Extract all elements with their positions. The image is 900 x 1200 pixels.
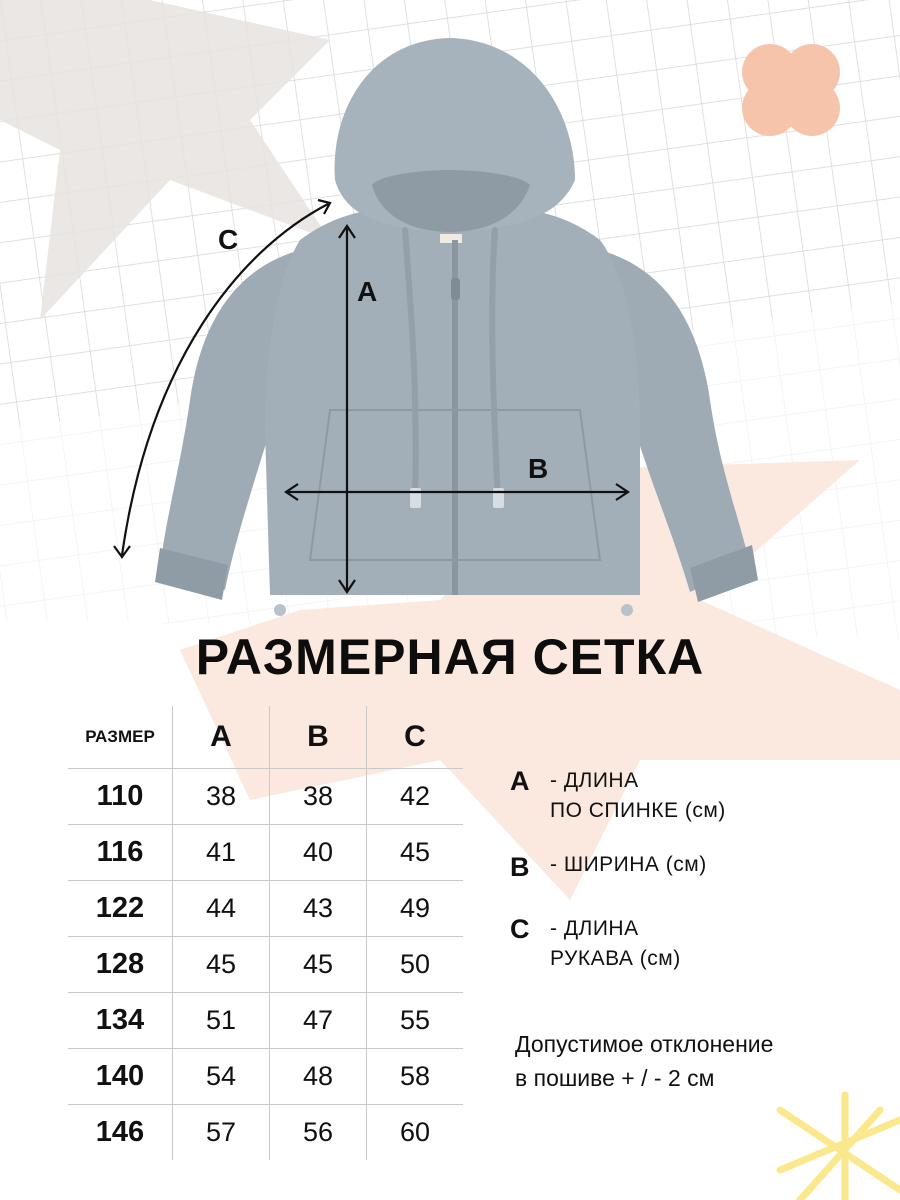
value-cell-b: 40 xyxy=(270,825,367,881)
diagram-label-a: A xyxy=(357,276,378,307)
legend-a-line2: ПО СПИНКЕ (см) xyxy=(550,799,726,822)
page-title: РАЗМЕРНАЯ СЕТКА xyxy=(195,629,705,685)
table-row xyxy=(68,825,463,881)
table-row xyxy=(68,881,463,937)
value-cell-c: 55 xyxy=(367,993,464,1049)
value-cell-a: 38 xyxy=(173,769,270,825)
value-cell-c: 60 xyxy=(367,1105,464,1161)
yellow-burst-icon xyxy=(780,1095,900,1200)
value-cell-c: 45 xyxy=(367,825,464,881)
legend-a-line1: - ДЛИНА xyxy=(550,769,639,792)
tolerance-note-line1: Допустимое отклонение xyxy=(515,1031,774,1057)
value-cell-a: 51 xyxy=(173,993,270,1049)
header-a: A xyxy=(173,706,270,769)
size-cell: 140 xyxy=(68,1049,173,1105)
size-table xyxy=(68,706,463,1160)
table-header-row xyxy=(68,706,463,769)
diagram-label-b: B xyxy=(528,453,549,484)
legend-text-c xyxy=(550,914,681,974)
value-cell-c: 58 xyxy=(367,1049,464,1105)
size-cell: 134 xyxy=(68,993,173,1049)
table-row xyxy=(68,1105,463,1161)
legend-text-a xyxy=(550,766,726,826)
header-c: C xyxy=(367,706,464,769)
value-cell-a: 41 xyxy=(173,825,270,881)
header-b: B xyxy=(270,706,367,769)
value-cell-a: 44 xyxy=(173,881,270,937)
tolerance-note-line2: в пошиве + / - 2 см xyxy=(515,1065,715,1091)
value-cell-b: 48 xyxy=(270,1049,367,1105)
table-row xyxy=(68,769,463,825)
flower-icon xyxy=(742,44,840,136)
size-cell: 146 xyxy=(68,1105,173,1161)
size-cell: 116 xyxy=(68,825,173,881)
value-cell-b: 43 xyxy=(270,881,367,937)
value-cell-a: 45 xyxy=(173,937,270,993)
legend-letter-b: B xyxy=(510,852,530,882)
size-cell: 122 xyxy=(68,881,173,937)
value-cell-c: 42 xyxy=(367,769,464,825)
value-cell-b: 56 xyxy=(270,1105,367,1161)
value-cell-c: 50 xyxy=(367,937,464,993)
size-cell: 110 xyxy=(68,769,173,825)
value-cell-b: 38 xyxy=(270,769,367,825)
legend-c-line2: РУКАВА (см) xyxy=(550,947,681,970)
table-row xyxy=(68,993,463,1049)
value-cell-a: 57 xyxy=(173,1105,270,1161)
legend-letter-a: A xyxy=(510,766,530,796)
tolerance-note xyxy=(515,1027,875,1095)
table-row xyxy=(68,937,463,993)
legend-text-b xyxy=(550,850,707,880)
header-size: РАЗМЕР xyxy=(85,727,155,746)
value-cell-b: 45 xyxy=(270,937,367,993)
value-cell-b: 47 xyxy=(270,993,367,1049)
legend-letter-c: C xyxy=(510,914,530,944)
diagram-label-c: C xyxy=(218,224,239,255)
legend-c-line1: - ДЛИНА xyxy=(550,917,639,940)
value-cell-a: 54 xyxy=(173,1049,270,1105)
size-cell: 128 xyxy=(68,937,173,993)
value-cell-c: 49 xyxy=(367,881,464,937)
table-row xyxy=(68,1049,463,1105)
legend-b-line1: - ШИРИНА (см) xyxy=(550,853,707,876)
